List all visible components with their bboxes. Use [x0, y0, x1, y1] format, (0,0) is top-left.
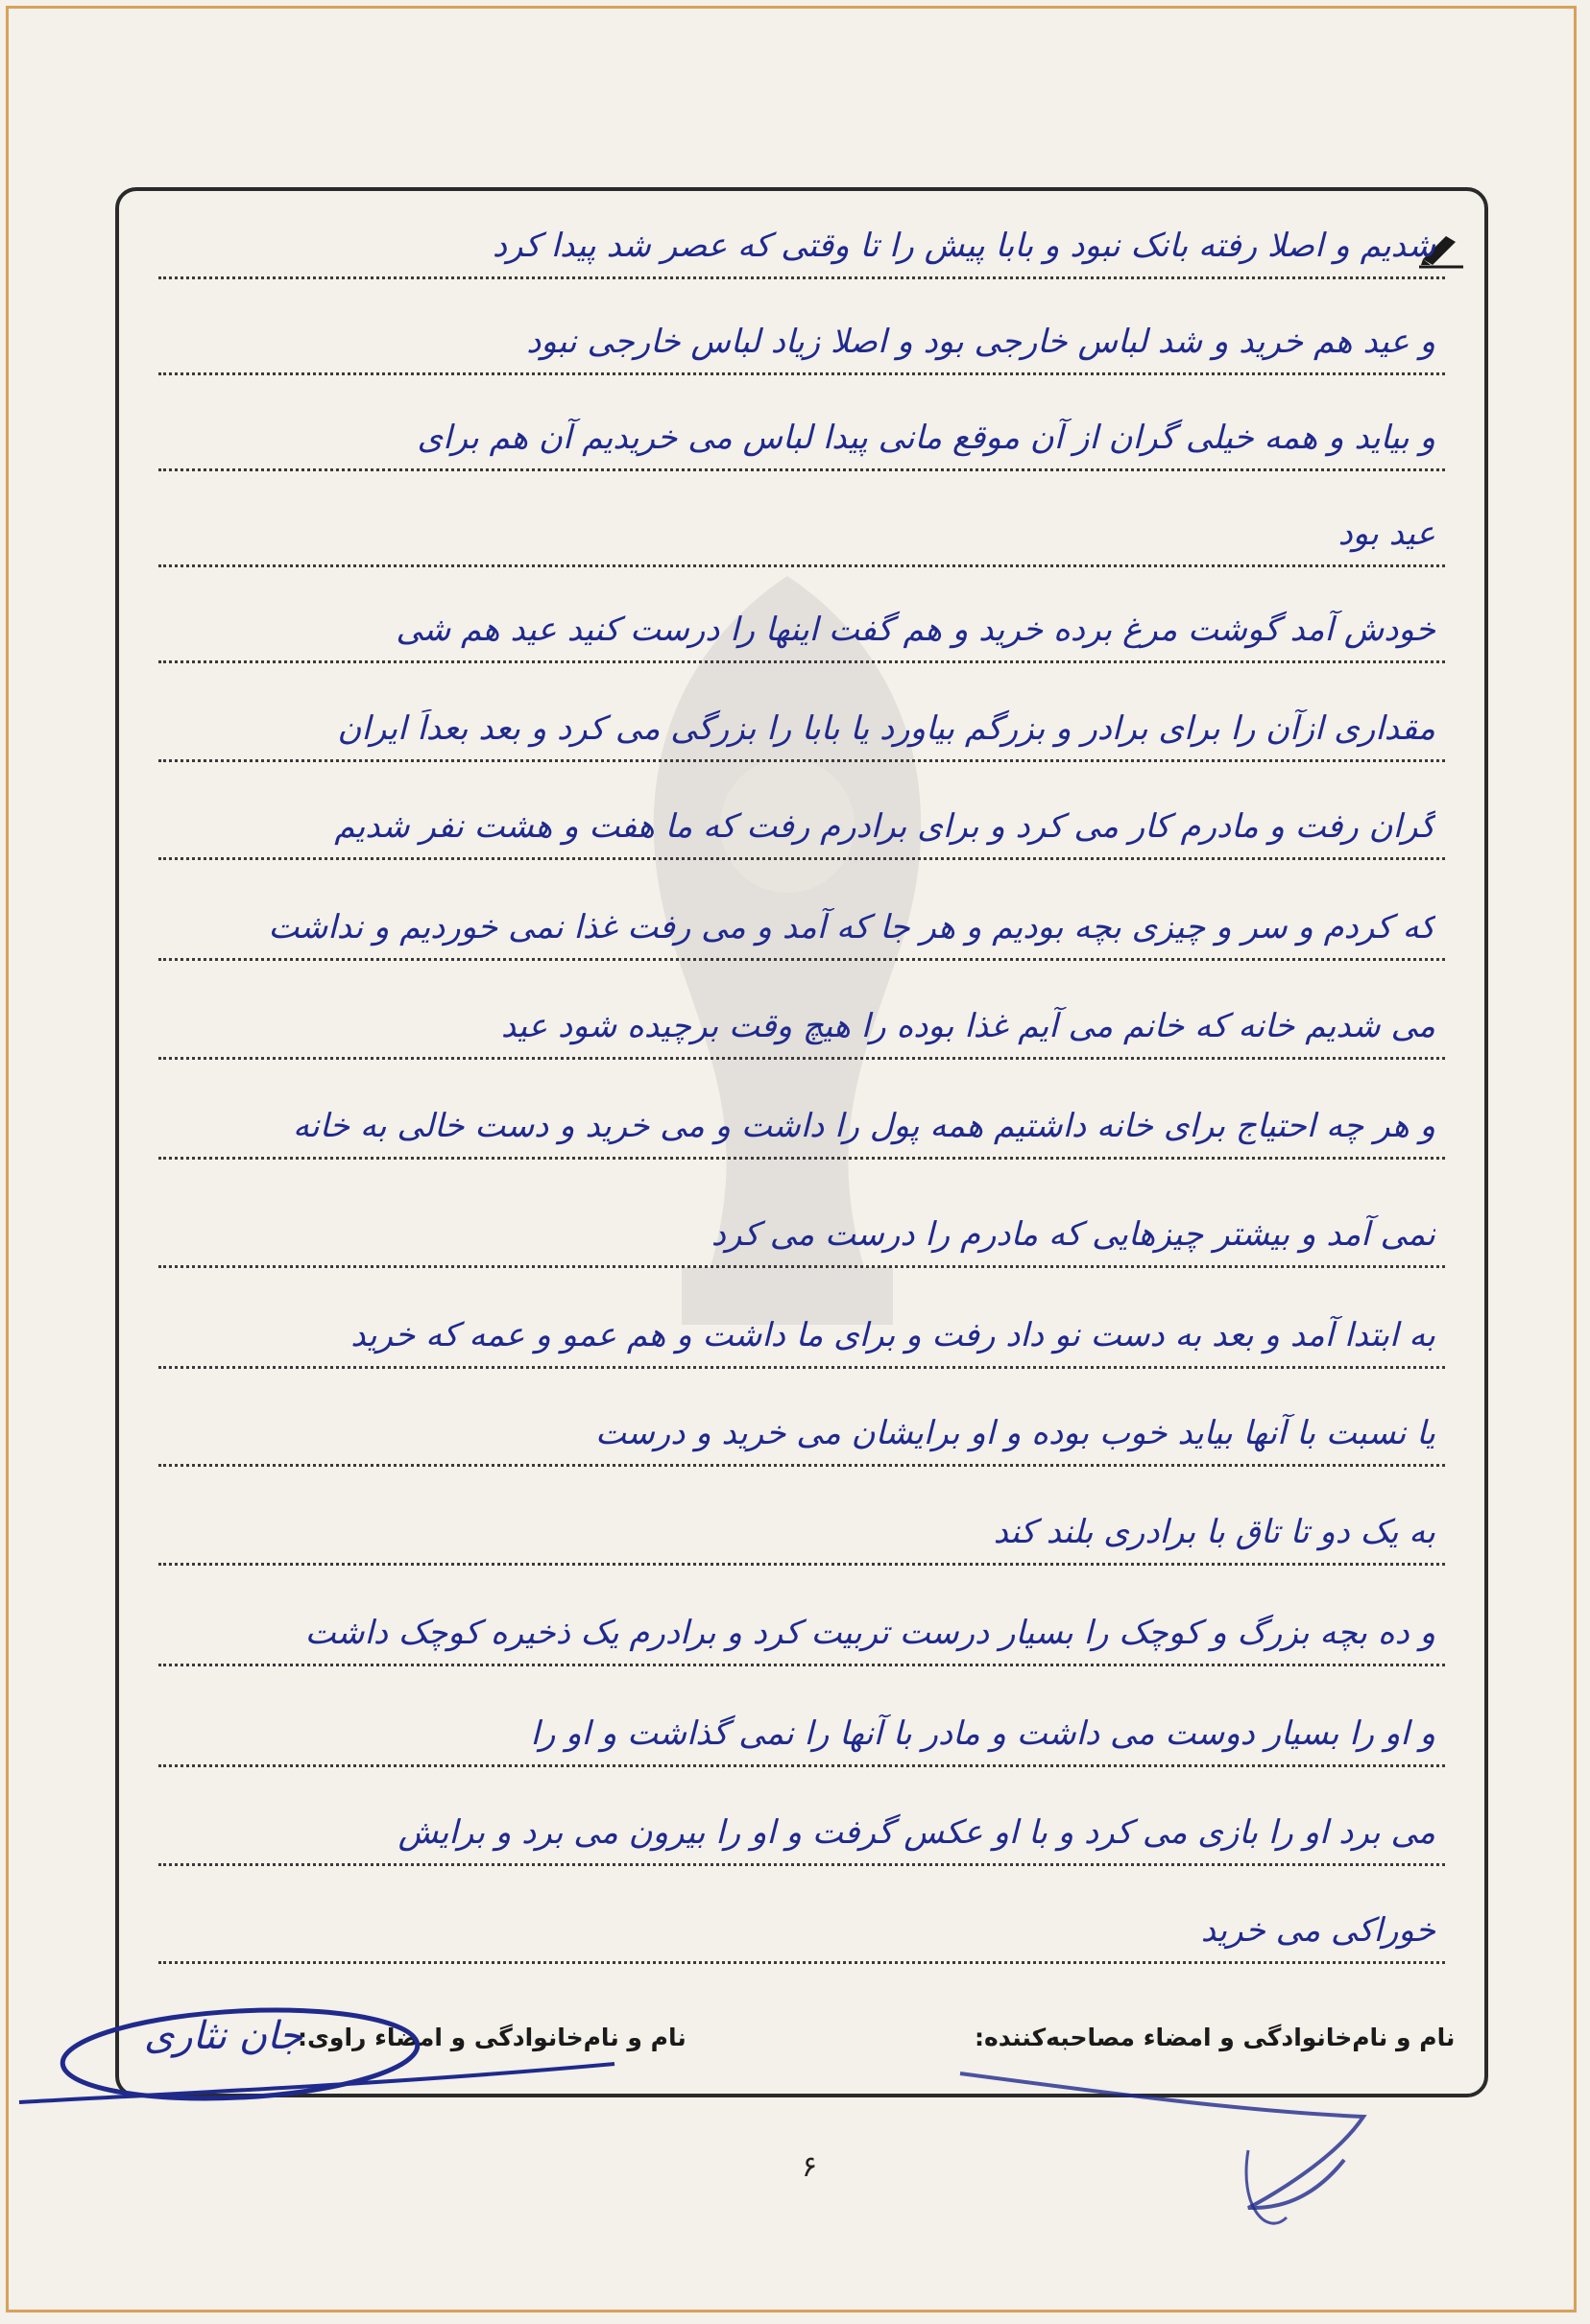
- handwritten-line: [158, 283, 1445, 375]
- handwritten-line: [158, 1473, 1445, 1566]
- handwritten-line: [158, 1277, 1445, 1369]
- handwritten-line: [158, 1675, 1445, 1767]
- handwritten-line: [158, 1375, 1445, 1467]
- handwritten-text: و ده بچه بزرگ و کوچک را بسیار درست تربیت کرد و برادرم یک ذخیره کوچک داشت: [304, 1614, 1435, 1652]
- handwritten-line: [158, 1774, 1445, 1866]
- handwritten-text: و عید هم خرید و شد لباس خارجی بود و اصلا زیاد لباس خارجی نبود: [526, 323, 1435, 361]
- handwritten-text: یا نسبت با آنها بیاید خوب بوده و او برایشان می خرید و درست: [594, 1414, 1435, 1452]
- handwritten-line: [158, 869, 1445, 961]
- handwritten-text: خودش آمد گوشت مرغ برده خرید و هم گفت اینها را درست کنید عید هم شی: [396, 611, 1435, 649]
- handwritten-text: عید بود: [1337, 515, 1435, 553]
- handwritten-line: [158, 1067, 1445, 1160]
- handwritten-text: مقداری ازآن را برای برادر و بزرگم بیاورد یا بابا را بزرگی می کرد و بعد بعداً ایران: [337, 709, 1435, 748]
- handwritten-text: خوراکی می خرید: [1200, 1911, 1435, 1950]
- handwritten-line: [158, 571, 1445, 663]
- handwritten-line: [158, 379, 1445, 471]
- handwritten-line: [158, 475, 1445, 567]
- handwritten-line: [158, 187, 1445, 279]
- handwritten-text: گران رفت و مادرم کار می کرد و برای برادرم رفت که ما هفت و هشت نفر شدیم: [334, 807, 1435, 846]
- handwritten-line: [158, 768, 1445, 860]
- handwritten-text: و هر چه احتیاج برای خانه داشتیم همه پول را داشت و می خرید و دست خالی به خانه: [293, 1107, 1435, 1145]
- handwritten-text: می شدیم خانه که خانم می آیم غذا بوده را هیچ وقت برچیده شود عید: [500, 1007, 1435, 1045]
- page-number: ۶: [802, 2150, 818, 2184]
- handwritten-line: [158, 670, 1445, 762]
- handwritten-line: [158, 1574, 1445, 1666]
- handwritten-text: نمی آمد و بیشتر چیزهایی که مادرم را درست می کرد: [711, 1215, 1435, 1254]
- interviewer-signature-label: نام و نام‌خانوادگی و امضاء مصاحبه‌کننده:: [975, 2024, 1456, 2051]
- handwritten-text: به یک دو تا تاق با برادری بلند کند: [993, 1513, 1435, 1551]
- handwritten-text: که کردم و سر و چیزی بچه بودیم و هر جا که آمد و می رفت غذا نمی خوردیم و نداشت: [268, 908, 1435, 946]
- handwritten-text: و او را بسیار دوست می داشت و مادر با آنها را نمی گذاشت و او را: [530, 1714, 1435, 1753]
- handwritten-line: [158, 1872, 1445, 1964]
- handwritten-text: و بیاید و همه خیلی گران از آن موقع مانی پیدا لباس می خریدیم آن هم برای: [417, 419, 1435, 457]
- narrator-signature-label: نام و نام‌خانوادگی و امضاء راوی:: [298, 2024, 687, 2051]
- narrator-handwritten-signature: جان نثاری: [144, 2014, 303, 2058]
- handwritten-line: [158, 968, 1445, 1060]
- handwritten-text: می برد او را بازی می کرد و با او عکس گرفت و او را بیرون می برد و برایش: [398, 1813, 1435, 1852]
- handwritten-line: [158, 1176, 1445, 1268]
- handwritten-text: به ابتدا آمد و بعد به دست نو داد رفت و برای ما داشت و هم عمو و عمه که خرید: [350, 1316, 1435, 1354]
- handwritten-text: شدیم و اصلا رفته بانک نبود و بابا پیش را تا وقتی که عصر شد پیدا کرد: [492, 227, 1435, 265]
